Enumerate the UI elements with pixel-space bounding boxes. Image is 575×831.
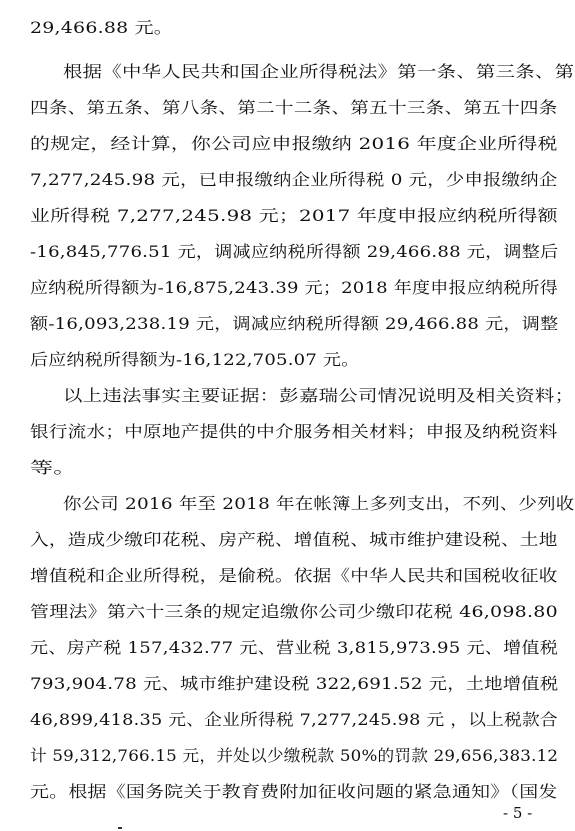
text-line: 46,899,418.35 元、企业所得税 7,277,245.98 元 ，以上税款合: [30, 710, 558, 729]
scan-mark: [118, 827, 122, 829]
text-line: 银行流水；中原地产提供的中介服务相关材料；申报及纳税资料: [30, 422, 558, 441]
text-line: 应纳税所得额为-16,875,243.39 元；2018 年度申报应纳税所得: [30, 278, 558, 297]
text-line: 793,904.78 元、城市维护建设税 322,691.52 元，土地增值税: [30, 674, 559, 693]
text-line: 增值税和企业所得税，是偷税。依据《中华人民共和国税收征收: [30, 566, 558, 585]
text-line: 管理法》第六十三条的规定追缴你公司少缴印花税 46,098.80: [30, 602, 558, 621]
text-line: 29,466.88 元。: [30, 18, 173, 37]
text-line: 以上违法事实主要证据：彭嘉瑞公司情况说明及相关资料；: [63, 386, 575, 405]
text-line: 等。: [30, 458, 77, 477]
text-line: 的规定，经计算，你公司应申报缴纳 2016 年度企业所得税: [30, 134, 558, 153]
text-line: 你公司 2016 年至 2018 年在帐簿上多列支出，不列、少列收: [63, 494, 575, 513]
text-line: 7,277,245.98 元，已申报缴纳企业所得税 0 元，少申报缴纳企: [30, 170, 558, 189]
text-line: 元、房产税 157,432.77 元、营业税 3,815,973.95 元、增值税: [30, 638, 559, 657]
text-line: 额-16,093,238.19 元，调减应纳税所得额 29,466.88 元，调整: [30, 314, 559, 333]
text-line: 入，造成少缴印花税、房产税、增值税、城市维护建设税、土地: [30, 530, 558, 549]
text-line: 根据《中华人民共和国企业所得税法》第一条、第三条、第: [63, 62, 575, 81]
text-line: -16,845,776.51 元，调减应纳税所得额 29,466.88 元，调整后: [30, 242, 559, 261]
text-line: 业所得税 7,277,245.98 元；2017 年度申报应纳税所得额: [30, 206, 558, 225]
page-number: - 5 -: [503, 804, 533, 822]
text-line: 元。根据《国务院关于教育费附加征收问题的紧急通知》（国发: [30, 782, 558, 801]
text-line: 四条、第五条、第八条、第二十二条、第五十三条、第五十四条: [30, 98, 558, 117]
text-line: 计 59,312,766.15 元，并处以少缴税款 50%的罚款 29,656,383.12: [30, 746, 559, 765]
text-line: 后应纳税所得额为-16,122,705.07 元。: [30, 350, 360, 369]
